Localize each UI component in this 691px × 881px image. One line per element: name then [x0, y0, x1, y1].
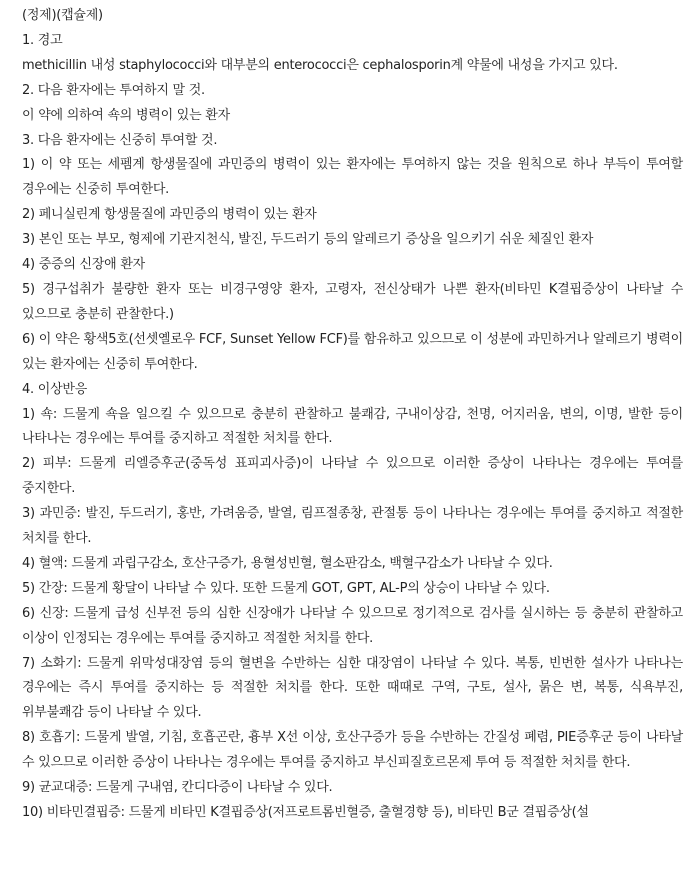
section-adverse-reactions-title: 4. 이상반응 — [22, 381, 88, 397]
adverse-reaction-item: 10) 비타민결핍증: 드물게 비타민 K결핍증상(저프로트롬빈혈증, 출혈경향 등), 비타민 B군 결핍증상(설 — [22, 805, 589, 820]
adverse-reaction-item: 5) 간장: 드물게 황달이 나타날 수 있다. 또한 드물게 GOT, GPT, AL-P의 상승이 나타날 수 있다. — [22, 580, 550, 596]
contraindication-item: 이 약에 의하여 쇽의 병력이 있는 환자 — [22, 107, 230, 123]
section-caution-title: 3. 다음 환자에는 신중히 투여할 것. — [22, 132, 218, 148]
caution-item: 3) 본인 또는 부모, 형제에 기관지천식, 발진, 두드러기 등의 알레르기 증상을 일으키기 쉬운 체질인 환자 — [22, 232, 594, 248]
adverse-reaction-item: 2) 피부: 드물게 리엘증후군(중독성 표피괴사증)이 나타날 수 있으므로 이러한 증상이 나타나는 경우에는 투여를 중지한다. — [22, 456, 683, 497]
formulation-header: (정제)(캡슐제) — [22, 8, 103, 23]
caution-item: 2) 페니실린계 항생물질에 과민증의 병력이 있는 환자 — [22, 207, 317, 223]
section-warning-title: 1. 경고 — [22, 32, 63, 48]
caution-item: 1) 이 약 또는 세펨계 항생물질에 과민증의 병력이 있는 환자에는 투여하지 않는 것을 원칙으로 하나 부득이 투여할 경우에는 신중히 투여한다. — [22, 157, 683, 198]
warning-text: methicillin 내성 staphylococci와 대부분의 enterococci은 cephalosporin계 약물에 내성을 가지고 있다. — [22, 57, 618, 73]
caution-item: 6) 이 약은 황색5호(선셋옐로우 FCF, Sunset Yellow FCF)를 함유하고 있으므로 이 성분에 과민하거나 알레르기 병력이 있는 환자에는 신중히 투여한다. — [22, 331, 683, 372]
adverse-reaction-item: 1) 쇽: 드물게 쇽을 일으킬 수 있으므로 충분히 관찰하고 불쾌감, 구내이상감, 천명, 어지러움, 변의, 이명, 발한 등이 나타나는 경우에는 투여를 중지하고 적절한 처치를 한다. — [22, 406, 683, 447]
adverse-reaction-item: 8) 호흡기: 드물게 발열, 기침, 호흡곤란, 흉부 X선 이상, 호산구증가 등을 수반하는 간질성 폐렴, PIE증후군 등이 나타날 수 있으므로 이러한 증상이 나타나는 경우에는 투여를 중지하고 부신피질호르몬제 투여 등 적절한 처치를 한다. — [22, 730, 683, 771]
caution-item: 4) 중증의 신장애 환자 — [22, 257, 145, 273]
section-contraindications-title: 2. 다음 환자에는 투여하지 말 것. — [22, 82, 205, 98]
adverse-reaction-item: 9) 균교대증: 드물게 구내염, 칸디다증이 나타날 수 있다. — [22, 780, 333, 796]
adverse-reaction-item: 4) 혈액: 드물게 과립구감소, 호산구증가, 용혈성빈혈, 혈소판감소, 백혈구감소가 나타날 수 있다. — [22, 555, 553, 571]
adverse-reaction-item: 7) 소화기: 드물게 위막성대장염 등의 혈변을 수반하는 심한 대장염이 나타날 수 있다. 복통, 빈번한 설사가 나타나는 경우에는 즉시 투여를 중지하는 등 적절한 처치를 한다. 또한 때때로 구역, 구토, 설사, 묽은 변, 복통, 식욕부진, 위부불쾌감 등이 나타날 수 있다. — [22, 655, 683, 721]
adverse-reaction-item: 3) 과민증: 발진, 두드러기, 홍반, 가려움증, 발열, 림프절종창, 관절통 등이 나타나는 경우에는 투여를 중지하고 적절한 처치를 한다. — [22, 506, 683, 547]
caution-item: 5) 경구섭취가 불량한 환자 또는 비경구영양 환자, 고령자, 전신상태가 나쁜 환자(비타민 K결핍증상이 나타날 수 있으므로 충분히 관찰한다.) — [22, 281, 683, 322]
adverse-reaction-item: 6) 신장: 드물게 급성 신부전 등의 심한 신장애가 나타날 수 있으므로 정기적으로 검사를 실시하는 등 충분히 관찰하고 이상이 인정되는 경우에는 투여를 중지하고 적절한 처치를 한다. — [22, 605, 683, 646]
